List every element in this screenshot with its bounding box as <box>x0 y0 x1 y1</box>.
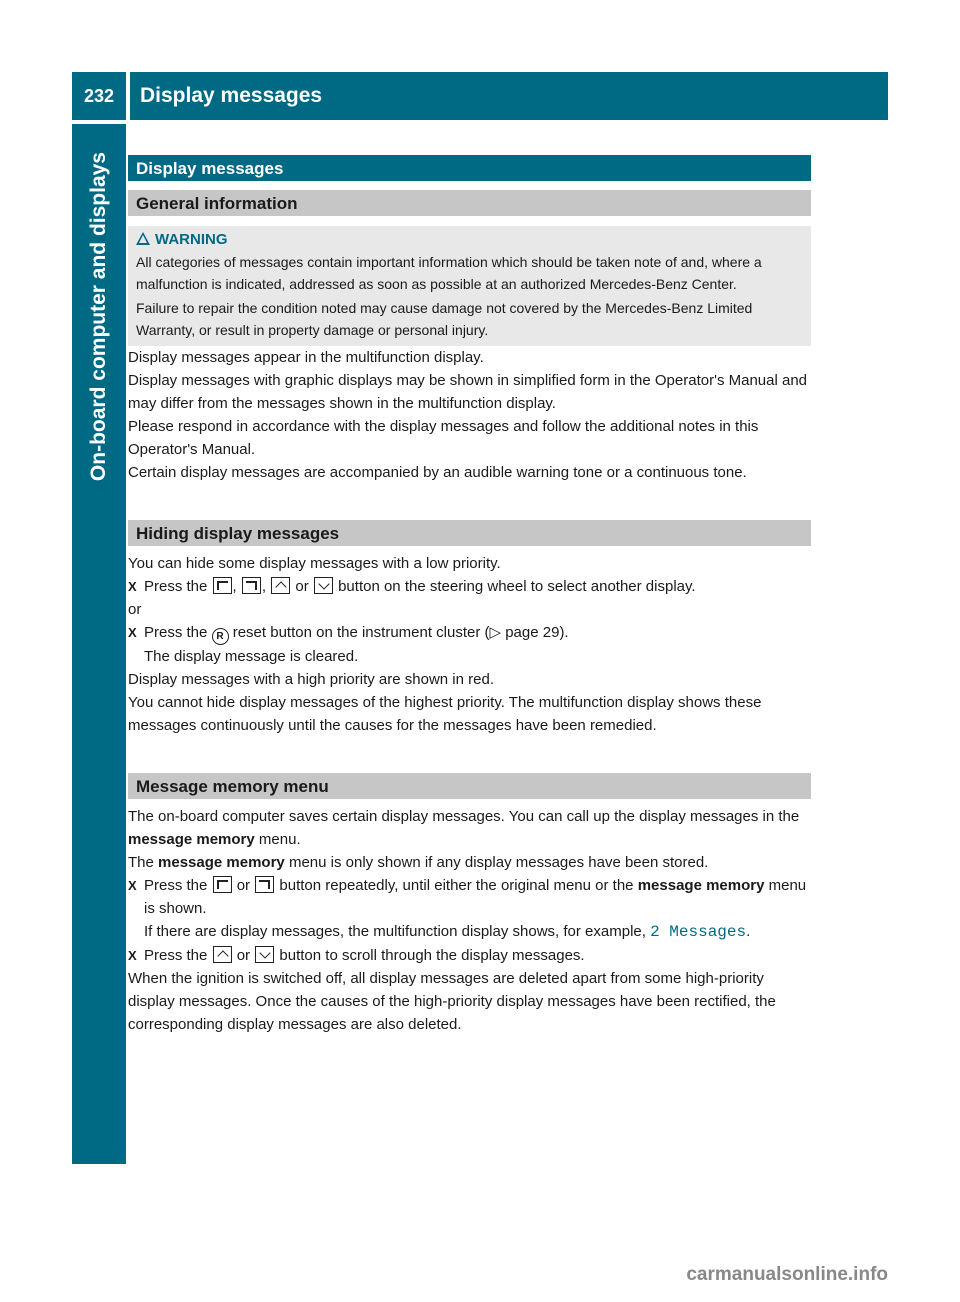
paragraph: You cannot hide display messages of the highest priority. The multifunction display shows these messages continuously until the causes for the messages have been remedied. <box>128 694 762 734</box>
instruction-step: X Press the or button to scroll through the display messages. <box>128 944 811 967</box>
down-button-icon <box>314 577 333 594</box>
display-right-button-icon <box>255 876 274 893</box>
warning-text-2: Failure to repair the condition noted may cause damage not covered by the Mercedes-Benz Limited Warranty, or result in property damage or personal injury. <box>136 300 753 338</box>
step-result: The display message is cleared. <box>144 648 359 665</box>
up-button-icon <box>213 946 232 963</box>
instruction-step: X Press the , , or button on the steering wheel to select another display. <box>128 575 811 598</box>
paragraph: Display messages appear in the multifunction display. <box>128 349 484 366</box>
section-heading-general-information: General information <box>128 190 811 216</box>
warning-heading: WARNING <box>136 229 803 251</box>
section-heading-hiding-display-messages: Hiding display messages <box>128 520 811 546</box>
or-text: or <box>128 601 142 618</box>
page-content <box>128 155 811 1036</box>
page-title: Display messages <box>130 72 888 120</box>
down-button-icon <box>255 946 274 963</box>
paragraph: You can hide some display messages with a low priority. <box>128 555 501 572</box>
paragraph: When the ignition is switched off, all display messages are deleted apart from some high-priority display messages. Once the causes of the high-priority display messages have been rectified, the corresponding display messages are also deleted. <box>128 970 776 1033</box>
side-tab-label: On-board computer and displays <box>87 152 110 482</box>
warning-box <box>128 226 811 346</box>
page-number: 232 <box>72 72 126 120</box>
watermark: carmanualsonline.info <box>686 1264 888 1285</box>
display-left-button-icon <box>213 577 232 594</box>
warning-text-1: All categories of messages contain important information which should be taken note of and, where a malfunction is indicated, addressed as soon as possible at an authorized Mercedes-Benz Center. <box>136 254 762 292</box>
display-left-button-icon <box>213 876 232 893</box>
paragraph: The message memory menu is only shown if any display messages have been stored. <box>128 854 709 871</box>
paragraph: The on-board computer saves certain display messages. You can call up the display messages in the message memory menu. <box>128 808 800 848</box>
instruction-step: X Press the R reset button on the instrument cluster (▷ page 29). The display message is cleared. <box>128 621 811 668</box>
display-right-button-icon <box>242 577 261 594</box>
paragraph: Certain display messages are accompanied by an audible warning tone or a continuous tone. <box>128 464 747 481</box>
paragraph: Please respond in accordance with the display messages and follow the additional notes in this Operator's Manual. <box>128 418 759 458</box>
example-display-text: 2 Messages <box>650 923 747 941</box>
paragraph: Display messages with a high priority are shown in red. <box>128 671 494 688</box>
section-heading-display-messages: Display messages <box>128 155 811 181</box>
reset-button-icon: R <box>212 628 229 645</box>
up-button-icon <box>271 577 290 594</box>
warning-triangle-icon <box>136 232 150 245</box>
section-heading-message-memory-menu: Message memory menu <box>128 773 811 799</box>
paragraph: Display messages with graphic displays may be shown in simplified form in the Operator's Manual and may differ from the messages shown in the multifunction display. <box>128 372 808 412</box>
instruction-step: X Press the or button repeatedly, until either the original menu or the message memory menu is shown. If there are display messages, the multifunction display shows, for example, 2 Messages. <box>128 874 811 944</box>
